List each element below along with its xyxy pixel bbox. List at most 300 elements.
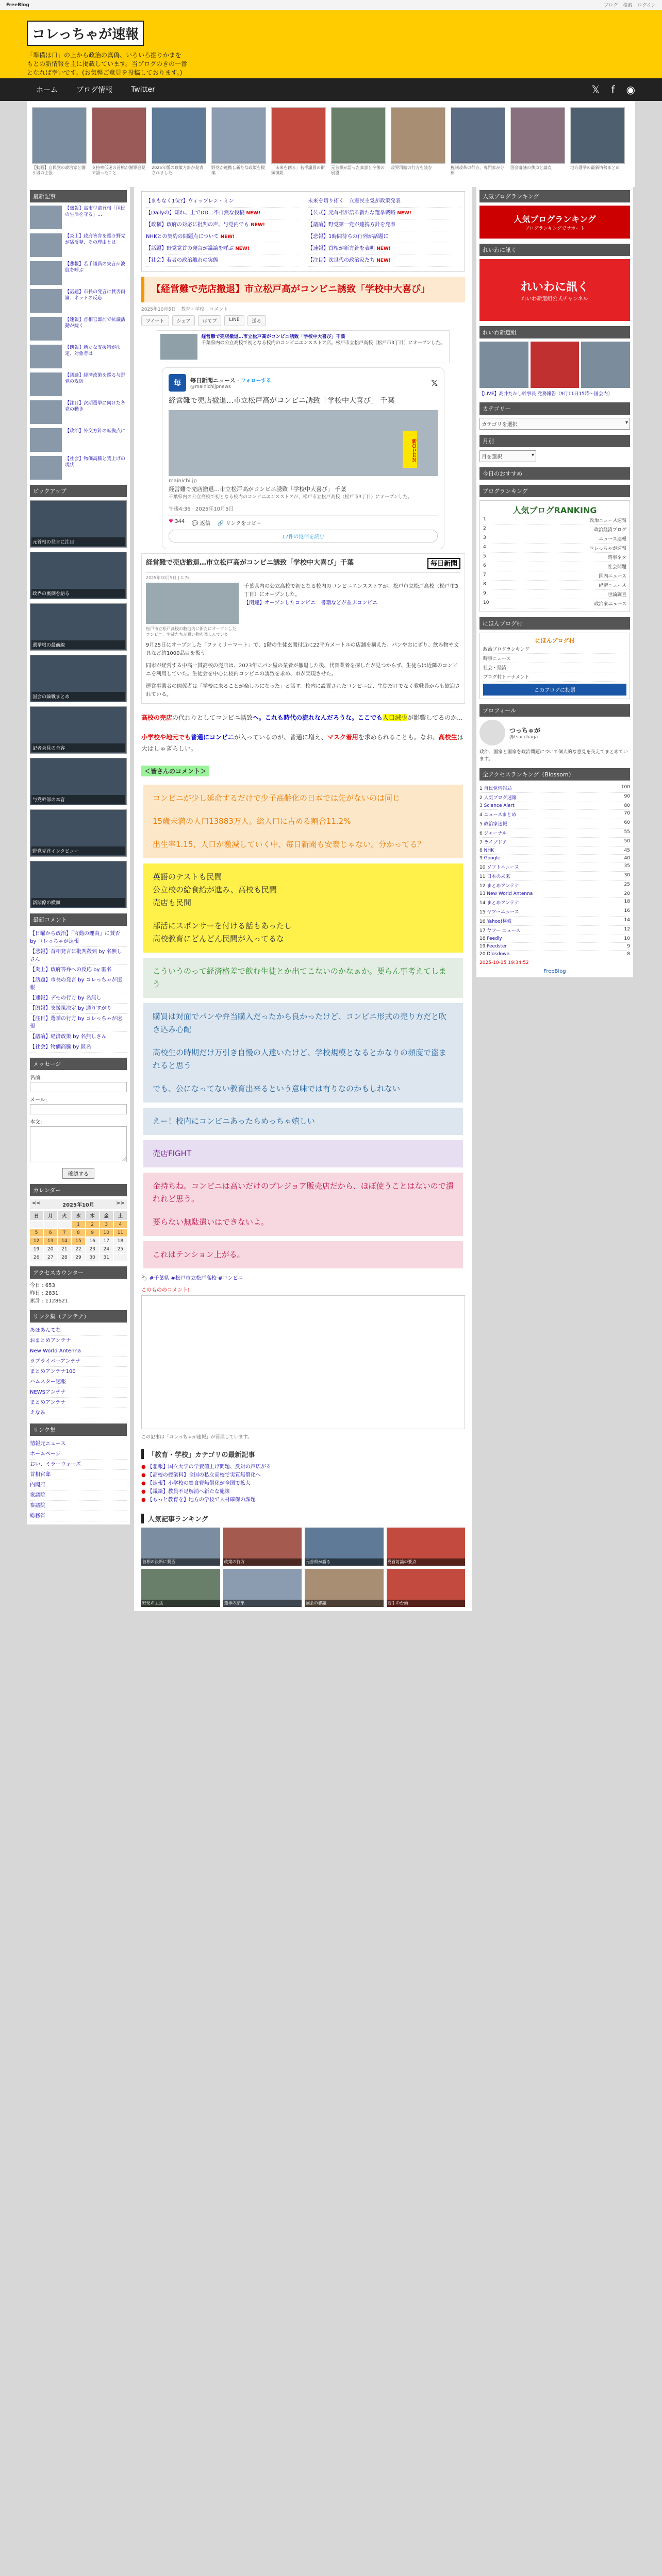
calendar-day[interactable]: 16 (86, 1238, 99, 1245)
confirm-button[interactable]: 確認する (62, 1168, 94, 1179)
video-caption[interactable]: 【LIVE】高井たかし幹事長 党務報告（9月11日15時～国会内） (479, 392, 613, 397)
access-rank-count: 14 (624, 918, 630, 923)
top-thumb[interactable] (271, 107, 326, 181)
category-latest (141, 1449, 465, 1504)
antenna-link[interactable]: ハムスター速報 (30, 1377, 127, 1387)
top-thumb-caption: 2025年版の政策方針が発表されました (152, 165, 204, 175)
ranking-caption: 選挙の結果 (223, 1600, 302, 1607)
recent-comment[interactable]: 【炎上】政府答弁への反応 by 匿名 (30, 965, 127, 975)
recent-comment[interactable]: 【注目】選挙の行方 by コレっちゃが速報 (30, 1014, 127, 1032)
calendar-day[interactable]: 22 (72, 1246, 85, 1253)
calendar-day[interactable]: 11 (114, 1229, 127, 1236)
access-rank-row[interactable] (479, 898, 630, 907)
antenna-link[interactable]: まとめアンテナ100 (30, 1367, 127, 1377)
featured-item[interactable] (146, 208, 299, 219)
fc2-link-blog[interactable]: ブログ (604, 3, 618, 8)
fc2-footer-logo[interactable]: FreeBlog (543, 969, 566, 974)
access-rank-row[interactable] (479, 810, 630, 819)
calendar-day[interactable]: 10 (100, 1229, 113, 1236)
tweet-timestamp[interactable]: 午後4:36 · 2025年10月5日 (169, 504, 438, 516)
top-thumb[interactable] (391, 107, 445, 181)
tag-link[interactable]: #松戸市立松戸高校 (171, 1276, 217, 1281)
nav-twitter[interactable]: Twitter (131, 86, 155, 94)
global-nav (0, 78, 662, 101)
access-rank-site: ニュースまとめ (484, 812, 517, 818)
top-thumb-caption: 税制改革の行方、専門家が分析 (451, 165, 504, 175)
access-rank-row[interactable] (479, 862, 630, 872)
rank-name: 政治ニュース速報 (589, 518, 626, 523)
side-heading: 全アクセスランキング（Blossom） (479, 768, 630, 781)
link-card-text (202, 334, 446, 360)
vote-button[interactable]: このブログに投票 (483, 684, 626, 696)
article-thumb (30, 289, 62, 313)
calendar-day[interactable]: 30 (86, 1254, 99, 1261)
tweet-image[interactable] (169, 410, 438, 476)
category-latest-item[interactable] (141, 1471, 465, 1480)
profile-desc: 政治、国家と国家を政治問題について個人的な意見を交えてまとめています。 (479, 750, 628, 762)
ranking-row[interactable] (483, 571, 626, 581)
featured-title: 【議論】野党第一党が連携方針を発表 (308, 222, 395, 228)
ranking-row[interactable] (483, 534, 626, 544)
access-rank-count: 50 (624, 839, 630, 844)
antenna-link[interactable]: NEWSアンテナ (30, 1387, 127, 1398)
calendar-day[interactable]: 28 (58, 1254, 71, 1261)
recent-comment[interactable]: 【悲報】首相発言に批判殺到 by 名無しさん (30, 947, 127, 965)
comment-text: コンビニが少し延命するだけで少子高齢化の日本では先がないのは同じ (153, 793, 401, 803)
top-thumb-caption: 支持率低迷の首相が謝罪会見で語ったこと (92, 165, 145, 175)
featured-item[interactable] (308, 219, 460, 231)
access-rank-row[interactable] (479, 872, 630, 881)
follow-button[interactable]: フォローする (240, 378, 271, 384)
latest-article-item[interactable] (30, 206, 127, 229)
x-icon[interactable]: 𝕏 (431, 378, 438, 388)
comment-text: 購買は対面でパンや弁当購入だったから良かったけど、コンビニ形式の売り方だと吹き込み心配 (153, 1012, 447, 1034)
access-today: 今日 : 653 (30, 1283, 55, 1289)
ranking-item[interactable] (223, 1569, 302, 1607)
calendar-day[interactable]: 4 (114, 1221, 127, 1228)
access-rank-site: ライブドア (484, 840, 507, 845)
ranking-caption: 若手の台頭 (387, 1600, 466, 1607)
article-date: 2025年10月5日 (141, 307, 176, 312)
featured-item[interactable] (308, 208, 460, 219)
latest-article-item[interactable] (30, 345, 127, 368)
profile-handle[interactable]: @tsucchaga (509, 734, 538, 740)
plain-text: は大はしゃぎらしい。 (141, 734, 464, 752)
featured-item[interactable] (308, 196, 460, 208)
video-thumb[interactable] (531, 342, 580, 388)
plain-text: の代わりとしてコンビニ誘致 (172, 714, 253, 721)
category-select-value: カテゴリを選択 (482, 422, 518, 428)
calendar-day[interactable]: 9 (86, 1229, 99, 1236)
blog-ranking-banner[interactable] (479, 206, 630, 239)
access-rank-site: ヤフー ニュース (487, 928, 521, 934)
featured-item[interactable] (308, 255, 460, 267)
ranking-item[interactable] (141, 1569, 220, 1607)
emphasis-text: 小学校や地元でも (141, 734, 191, 741)
article-paragraph (141, 732, 465, 754)
access-rank-row[interactable] (479, 793, 630, 802)
access-rank-label (479, 863, 519, 870)
calendar-day[interactable]: 1 (72, 1221, 85, 1228)
top-thumb[interactable] (32, 107, 87, 181)
access-rank-label (479, 820, 507, 827)
article-thumb (30, 428, 62, 452)
pickup-caption: 選挙戦の最前線 (31, 640, 125, 649)
comment-text: 出生率1.15、人口が激減していく中、毎日新聞も安泰じゃない。分かってる？ (153, 840, 425, 849)
copy-link-button[interactable] (218, 519, 261, 527)
nav-home[interactable]: ホーム (36, 86, 58, 94)
tweet-card-title[interactable]: 経営難で売店撤退…市立松戸高がコンビニ誘致「学校中大喜び」 千葉 (169, 486, 346, 493)
ranking-row[interactable] (483, 525, 626, 534)
access-rank-row[interactable] (479, 935, 630, 943)
antenna-link[interactable]: あほあんてな (30, 1326, 127, 1336)
featured-item[interactable] (146, 219, 299, 231)
pickup-thumb[interactable] (30, 603, 127, 651)
access-rank-label (479, 927, 520, 934)
fc2-link-login[interactable]: ログイン (637, 3, 656, 8)
pickup-thumb[interactable] (30, 706, 127, 754)
featured-item[interactable] (308, 231, 460, 243)
top-thumb[interactable] (211, 107, 266, 181)
link-item[interactable]: 首相官邸 (30, 1470, 127, 1480)
category-latest-heading: 「教育・学校」カテゴリの最新記事 (141, 1449, 465, 1459)
article-meta (141, 306, 465, 312)
side-heading: 人気ブログランキング (479, 190, 630, 202)
plain-text: を求められることも。なお、 (358, 734, 439, 741)
featured-item[interactable] (146, 231, 299, 243)
tweet-text: 経営難で売店撤退…市立松戸高がコンビニ誘致「学校中大喜び」 千葉 (169, 397, 395, 405)
video-thumb[interactable] (581, 342, 630, 388)
access-rank-number: 13 (479, 891, 486, 896)
calendar-next[interactable]: >> (116, 1200, 125, 1206)
article-tags (141, 1274, 465, 1281)
quote-paragraph: 同市が経営する中高一貫高校の売店は、2023年にパン屋の業者が撤退した後、代替業者を探したが見つからず、生徒らは近隣のコンビニを利用していた。生徒会を中心に校内コンビニの誘致を求め、市が実現させた。 (146, 663, 458, 677)
ranking-row[interactable] (483, 516, 626, 525)
ranking-row[interactable] (483, 581, 626, 590)
top-thumb[interactable] (92, 107, 146, 181)
ranking-caption: 首相の決断に賛否 (141, 1558, 220, 1566)
antenna-link[interactable]: まとめアンテナ (30, 1398, 127, 1408)
link-item[interactable]: 内閣府 (30, 1480, 127, 1490)
top-thumb-caption: 政界再編の行方を読む (391, 165, 432, 170)
rank-name: 政治経済ブログ (593, 528, 626, 533)
top-thumb[interactable] (510, 107, 565, 181)
month-select[interactable] (479, 450, 536, 462)
access-rank-count: 60 (624, 820, 630, 825)
link-item[interactable]: 情報元ニュース (30, 1439, 127, 1449)
latest-article-title: 【注目】次期選挙に向けた各党の動き (65, 401, 126, 412)
calendar-day[interactable]: 6 (44, 1229, 57, 1236)
access-rank-row[interactable] (479, 890, 630, 898)
pickup-thumb[interactable] (30, 655, 127, 702)
blogmura-item[interactable]: ブログ村トーナメント (483, 672, 626, 682)
recent-comment[interactable]: 【日曜から政治】「言動の理由」に賛否 by コレっちゃが速報 (30, 929, 127, 947)
nav-blog-info[interactable]: ブログ情報 (76, 86, 112, 94)
blogmura-logo[interactable]: にほんブログ村 (535, 637, 575, 644)
avatar[interactable]: 毎 (169, 374, 186, 392)
category-select[interactable] (479, 418, 630, 430)
link-item[interactable]: 参議院 (30, 1501, 127, 1511)
share-pocket-button[interactable]: 送る (247, 315, 266, 326)
side-heading: リンク集 (30, 1423, 127, 1436)
featured-title: 【悲報】1時間待ちの行列が話題に (308, 234, 389, 240)
access-rank-row[interactable] (479, 838, 630, 847)
top-thumb[interactable] (451, 107, 505, 181)
calendar-day[interactable]: 20 (44, 1246, 57, 1253)
ranking-item[interactable] (141, 1528, 220, 1566)
ranking-row[interactable] (483, 544, 626, 553)
pickup-thumb[interactable] (30, 861, 127, 908)
latest-article-item[interactable] (30, 233, 127, 257)
calendar-day[interactable]: 26 (30, 1254, 43, 1261)
calendar-day[interactable]: 12 (30, 1238, 43, 1245)
rank-name: 時事ネタ (607, 555, 626, 561)
link-item[interactable]: 総務省 (30, 1511, 127, 1521)
like-button[interactable] (169, 519, 185, 527)
side-heading: れいわに訊く (479, 244, 630, 256)
article-paragraph (141, 712, 465, 723)
ranking-item[interactable] (223, 1528, 302, 1566)
top-thumb[interactable] (331, 107, 386, 181)
calendar-day[interactable]: 8 (72, 1229, 85, 1236)
category-latest-item[interactable] (141, 1488, 465, 1496)
comment-text: でも、公になってない教育出来るという意味では有りなのかもしれない (153, 1084, 401, 1093)
bullet-icon: ● (141, 1497, 146, 1503)
ranking-item[interactable] (387, 1569, 466, 1607)
access-rank-row[interactable] (479, 951, 630, 958)
access-rank-number: 15 (479, 910, 486, 915)
access-rank-row[interactable] (479, 828, 630, 838)
latest-article-item[interactable] (30, 289, 127, 313)
pickup-thumb[interactable] (30, 500, 127, 548)
access-rank-site: Science Alert (484, 803, 515, 808)
quote-related-link[interactable]: 【関連】オープンしたコンビニ 書籍などが並ぶコンビニ (244, 600, 378, 606)
link-card-thumb (160, 334, 197, 360)
avatar[interactable] (479, 720, 505, 745)
category-latest-title: 【悲報】国立大学の学費値上げ問題、反対の声広がる (147, 1464, 271, 1470)
calendar-grid (30, 1211, 127, 1261)
pickup-caption: 元首相の発言に注目 (31, 537, 125, 546)
calendar-day[interactable]: 19 (30, 1246, 43, 1253)
ranking-row[interactable] (483, 553, 626, 562)
access-rank-row[interactable] (479, 926, 630, 935)
quote-paragraph: 運営事業者の関係者は「学校に来ることが楽しみになった」と話す。校内に設置されたコンビニは、生徒だけでなく教職員からも歓迎されている。 (146, 684, 460, 698)
access-rank-label (479, 882, 519, 889)
x-icon[interactable]: 𝕏 (591, 83, 600, 96)
calendar-day[interactable]: 15 (72, 1238, 85, 1245)
ranking-row[interactable] (483, 590, 626, 599)
calendar-day[interactable]: 29 (72, 1254, 85, 1261)
name-field[interactable] (30, 1082, 127, 1092)
access-rank-row[interactable] (479, 943, 630, 951)
latest-article-item[interactable] (30, 456, 127, 480)
featured-item[interactable] (308, 243, 460, 255)
video-thumb[interactable] (479, 342, 528, 388)
antenna-link[interactable]: New World Antenna (30, 1346, 127, 1357)
pickup-thumb[interactable] (30, 758, 127, 805)
calendar-day (114, 1254, 127, 1261)
top-thumb-caption: 地方選挙の最新情勢まとめ (570, 165, 620, 170)
ranking-item[interactable] (305, 1569, 384, 1607)
tag-link[interactable]: #コンビニ (218, 1276, 243, 1281)
copy-link-label: リンクをコピー (225, 521, 261, 527)
side-heading: リンク集（アンテナ） (30, 1310, 127, 1323)
featured-item[interactable] (146, 243, 299, 255)
main-columns (27, 187, 635, 1611)
pickup-thumb[interactable] (30, 552, 127, 599)
top-thumb-caption: 野党が連携し新たな政策を提案 (211, 165, 265, 175)
link-item[interactable]: おい、ミラーウォーズ (30, 1460, 127, 1470)
reply-icon: 💬 (192, 521, 198, 527)
latest-article-item[interactable] (30, 372, 127, 396)
top-thumb[interactable] (152, 107, 206, 181)
facebook-icon[interactable]: f (611, 83, 615, 96)
access-rank-row[interactable] (479, 881, 630, 890)
share-line-button[interactable]: LINE (224, 315, 244, 326)
fc2-link-search[interactable]: 検索 (623, 3, 633, 8)
access-rank-number: 5 (479, 822, 483, 827)
mail-field[interactable] (30, 1104, 127, 1114)
ranking-row[interactable] (483, 562, 626, 571)
recent-comment[interactable]: 【朗報】支援策決定 by 通りすがり (30, 1004, 127, 1014)
featured-item[interactable] (146, 196, 299, 208)
link-item[interactable]: ホームページ (30, 1449, 127, 1460)
share-hatena-button[interactable]: はてブ (198, 315, 221, 326)
calendar-day[interactable]: 25 (114, 1246, 127, 1253)
latest-article-title: 【熱報】高市早苗首相「国民の生活を守る」… (65, 206, 126, 217)
access-rank-count: 45 (624, 848, 630, 853)
link-item[interactable]: 衆議院 (30, 1490, 127, 1501)
access-rank-site: Feedster (487, 944, 507, 949)
comment-area[interactable] (141, 1295, 465, 1429)
tag-link[interactable]: #千葉県 (149, 1276, 170, 1281)
featured-title: 【Dailyの】知れ、上でDD…不自然な投稿 (146, 210, 245, 216)
category-latest-item[interactable] (141, 1480, 465, 1488)
access-rank-row[interactable] (479, 917, 630, 926)
calendar-prev[interactable]: << (32, 1200, 41, 1206)
source-link-card[interactable] (157, 330, 450, 363)
top-thumb-caption: 「未来を創る」若手議員の街頭演説 (271, 165, 325, 175)
pickup-caption: 国会の論戦まとめ (31, 692, 125, 701)
calendar-day[interactable]: 5 (30, 1229, 43, 1236)
top-thumb[interactable] (570, 107, 625, 181)
share-tweet-button[interactable]: ツイート (141, 315, 169, 326)
calendar-day[interactable]: 23 (86, 1246, 99, 1253)
bullet-icon: ● (141, 1472, 146, 1478)
ranking-grid (141, 1528, 465, 1607)
profile (479, 720, 630, 745)
access-rank-row[interactable] (479, 855, 630, 862)
quote-photo-block (146, 583, 239, 637)
new-badge: NEW! (220, 234, 235, 240)
recent-comment[interactable]: 【社会】物価高騰 by 匿名 (30, 1042, 127, 1053)
blog-title[interactable]: コレっちゃが速報 (27, 21, 144, 46)
calendar-day[interactable]: 3 (100, 1221, 113, 1228)
article-category[interactable]: 教育・学校 (181, 307, 205, 312)
calendar-day[interactable]: 13 (44, 1238, 57, 1245)
share-facebook-button[interactable]: シェア (172, 315, 195, 326)
rank-number: 7 (483, 572, 486, 578)
calendar-day (44, 1221, 57, 1228)
fc2-logo[interactable]: FreeBlog (6, 2, 29, 8)
antenna-link[interactable]: おまとめアンテナ (30, 1336, 127, 1346)
featured-item[interactable] (146, 255, 299, 267)
promo-title: れいわに訊く (520, 281, 589, 294)
calendar-title: 2025年10月 (62, 1202, 94, 1208)
tweet-actions (169, 519, 438, 527)
side-heading: にほんブログ村 (479, 617, 630, 630)
recent-comment[interactable]: 【速報】デモの行方 by 名無し (30, 993, 127, 1004)
body-field[interactable] (30, 1126, 127, 1162)
pickup-thumb[interactable] (30, 809, 127, 857)
calendar-weekday: 水 (72, 1211, 85, 1220)
ranking-item[interactable] (387, 1528, 466, 1566)
latest-article-item[interactable] (30, 400, 127, 424)
popular-ranking-heading: 人気記事ランキング (141, 1514, 465, 1523)
category-latest-item[interactable] (141, 1496, 465, 1504)
latest-article-item[interactable] (30, 317, 127, 341)
calendar-day[interactable]: 31 (100, 1254, 113, 1261)
recent-comment[interactable]: 【議論】経済政策 by 名無しさん (30, 1032, 127, 1042)
calendar-day[interactable]: 7 (58, 1229, 71, 1236)
blogmura-item[interactable]: 時事ニュース (483, 654, 626, 663)
rss-icon[interactable]: ◉ (626, 83, 635, 96)
calendar-day[interactable]: 17 (100, 1238, 113, 1245)
calendar-day[interactable]: 14 (58, 1238, 71, 1245)
blogmura-item[interactable]: 政治ブログランキング (483, 645, 626, 654)
reiwa-promo-banner[interactable] (479, 259, 630, 321)
calendar-day[interactable]: 21 (58, 1246, 71, 1253)
access-rank-row[interactable] (479, 819, 630, 828)
article-comments-link[interactable]: コメント (209, 307, 228, 312)
category-latest-item[interactable] (141, 1463, 465, 1471)
calendar-day[interactable]: 27 (44, 1254, 57, 1261)
access-rank-label (479, 899, 519, 906)
blogmura-item[interactable]: 社会・経済 (483, 663, 626, 672)
access-rank-label (479, 811, 516, 818)
antenna-link[interactable]: えなみ (30, 1408, 127, 1418)
latest-article-item[interactable] (30, 428, 127, 452)
ranking-row[interactable] (483, 599, 626, 608)
fc2-top-bar (0, 0, 662, 10)
recent-comment[interactable]: 【話題】市長の発言 by コレっちゃが速報 (30, 975, 127, 993)
featured-title: 【注目】次世代の政治家たち (308, 258, 375, 263)
blog-description: 「準備は口」の上から政治の真偽、いろいろ掘りかまを もとの新情報を主に掲載しています。当ブログのきの一番 となれば幸いです。(お気軽ご意見を投稿しております。) (27, 52, 188, 76)
quote-header (146, 558, 460, 573)
calendar-day[interactable]: 2 (86, 1221, 99, 1228)
antenna-link[interactable]: ラブライバーアンテナ (30, 1357, 127, 1367)
calendar-day[interactable]: 24 (100, 1246, 113, 1253)
access-rank-row[interactable] (479, 907, 630, 917)
tweet-author-name[interactable]: 毎日新聞ニュース (190, 377, 236, 384)
new-badge: NEW! (251, 223, 265, 228)
ranking-logo[interactable]: 人気ブログRANKING (512, 505, 597, 515)
article-column (134, 187, 472, 1611)
reply-button[interactable] (192, 519, 210, 527)
access-rank-row[interactable] (479, 802, 630, 810)
access-rank-site: 日本の未来 (487, 874, 510, 879)
latest-article-item[interactable] (30, 261, 127, 285)
quote-lead (244, 583, 460, 637)
access-rank-site: ソフトニュース (487, 865, 519, 870)
access-rank-row[interactable] (479, 847, 630, 855)
calendar-header (30, 1199, 127, 1209)
access-rank-row[interactable] (479, 784, 630, 793)
calendar-day[interactable]: 18 (114, 1238, 127, 1245)
ranking-item[interactable] (305, 1528, 384, 1566)
new-badge: NEW! (376, 246, 391, 251)
read-replies-button[interactable]: 17件の返信を読む (169, 530, 438, 543)
